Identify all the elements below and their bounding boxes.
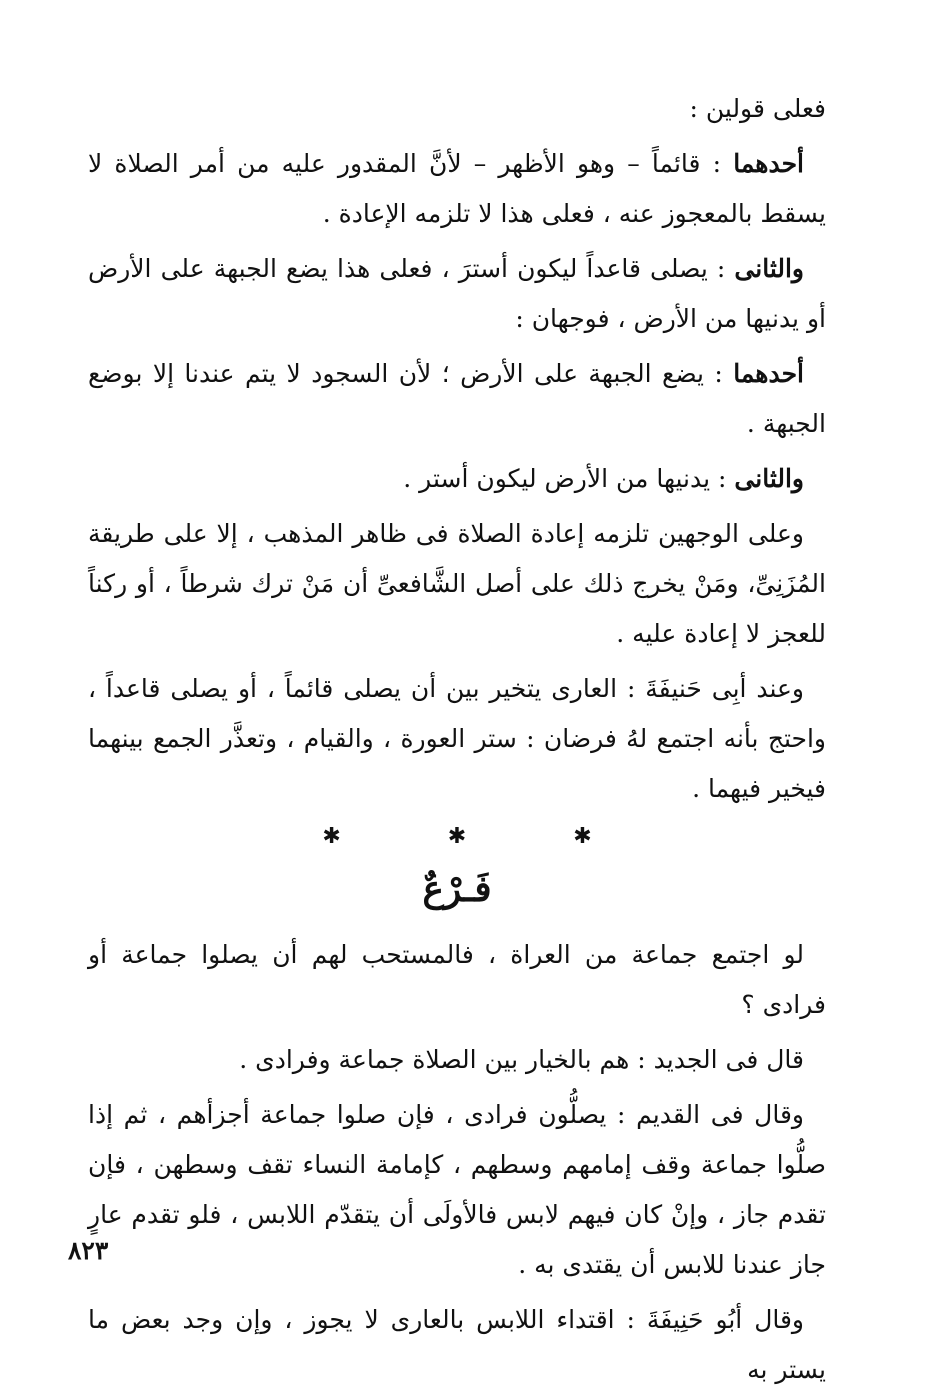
paragraph-text: وعند أبِى حَنيفَةَ : العارى يتخير بين أن يصلى قائماً ، أو يصلى قاعداً ، واحتج بأنه اجتمع لهُ فرضان : ستر العورة ، والقيام ، وتعذَّر الجمع بينهما فيخير فيهما . bbox=[88, 674, 826, 803]
paragraph-text: لو اجتمع جماعة من العراة ، فالمستحب لهم أن يصلوا جماعة أو فرادى ؟ bbox=[88, 940, 826, 1019]
section-paragraph-4 bbox=[88, 1295, 826, 1395]
paragraph-text: : يدنيها من الأرض ليكون أستر . bbox=[403, 464, 735, 493]
page-number: ٨٢٣ bbox=[68, 1236, 109, 1265]
paragraph-text: قال فى الجديد : هم بالخيار بين الصلاة جماعة وفرادى . bbox=[239, 1045, 804, 1074]
page-body bbox=[88, 84, 826, 1400]
paragraph-6 bbox=[88, 509, 826, 659]
paragraph-1 bbox=[88, 84, 826, 134]
paragraph-text: وقال فى القديم : يصلُّون فرادى ، فإن صلوا جماعة أجزأهم ، ثم إذا صلُّوا جماعة وقف إمامهم وسطهم ، كإمامة النساء تقف وسطهن ، فإن تقدم جاز ، وإنْ كان فيهم لابس فالأولَى أن يتقدّم اللابس ، فلو تقدم عارٍ جاز عندنا للابس أن يقتدى به . bbox=[88, 1100, 826, 1279]
paragraph-lead: أحدهما bbox=[733, 149, 804, 178]
paragraph-text: فعلى قولين : bbox=[689, 94, 826, 123]
section-paragraph-1 bbox=[88, 930, 826, 1030]
section-paragraph-3 bbox=[88, 1090, 826, 1290]
section-paragraph-2 bbox=[88, 1035, 826, 1085]
paragraph-4 bbox=[88, 349, 826, 449]
paragraph-2 bbox=[88, 139, 826, 239]
paragraph-text: : يضع الجبهة على الأرض ؛ لأن السجود لا يتم عندنا إلا بوضع الجبهة . bbox=[88, 359, 826, 438]
paragraph-lead: والثانى bbox=[734, 464, 804, 493]
paragraph-lead: والثانى bbox=[734, 254, 804, 283]
paragraph-text: وقال أبُو حَنِيفَةَ : اقتداء اللابس بالعارى لا يجوز ، وإن وجد بعض ما يستر به bbox=[88, 1305, 826, 1384]
paragraph-lead: أحدهما bbox=[733, 359, 804, 388]
paragraph-text: : قائماً – وهو الأظهر – لأنَّ المقدور عليه من أمر الصلاة لا يسقط بالمعجوز عنه ، فعلى هذا لا تلزمه الإعادة . bbox=[88, 149, 826, 228]
paragraph-7 bbox=[88, 664, 826, 814]
paragraph-text: : يصلى قاعداً ليكون أسترَ ، فعلى هذا يضع الجبهة على الأرض أو يدنيها من الأرض ، فوجهان : bbox=[88, 254, 826, 333]
section-title: فَـرْعٌ bbox=[422, 868, 492, 910]
paragraph-5 bbox=[88, 454, 826, 504]
paragraph-3 bbox=[88, 244, 826, 344]
paragraph-text: وعلى الوجهين تلزمه إعادة الصلاة فى ظاهر المذهب ، إلا على طريقة المُزَنِىِّ، ومَنْ يخرج ذلك على أصل الشَّافعىِّ أن مَنْ ترك شرطاً ، أو ركناً للعجز لا إعادة عليه . bbox=[88, 519, 826, 648]
section-divider: ✱ ✱ ✱ bbox=[322, 824, 642, 849]
